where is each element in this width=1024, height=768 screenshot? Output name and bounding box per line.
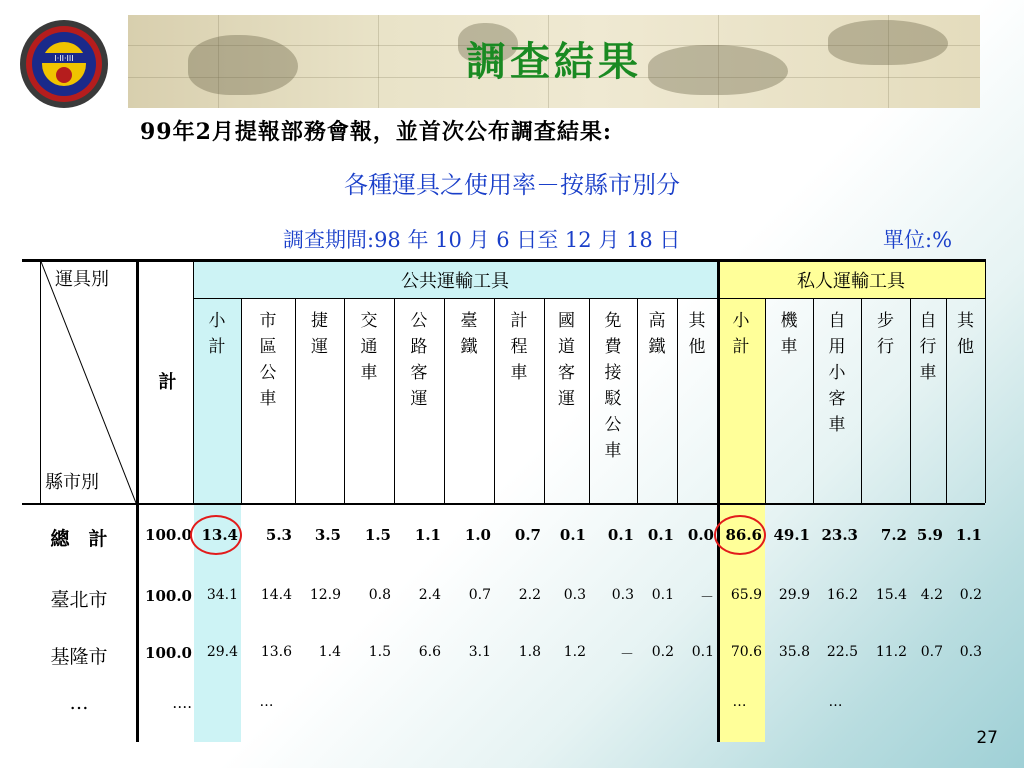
column-header: 小 計: [208, 311, 226, 357]
cell-value: 35.8: [778, 643, 810, 660]
cell-value: 65.9: [730, 586, 762, 603]
cell-value: 0.1: [647, 525, 674, 544]
cell-value: 5.9: [916, 525, 943, 544]
cell-value: 0.1: [651, 586, 674, 603]
cell-value: 0.0: [687, 525, 714, 544]
column-header: 臺 鐵: [460, 311, 478, 357]
cell-value: 1.5: [368, 643, 391, 660]
cell-value: 34.1: [206, 586, 238, 603]
row-label: 基隆市: [50, 645, 108, 668]
column-header: 捷 運: [311, 311, 328, 357]
cell-value: 22.5: [826, 643, 858, 660]
highlight-circle-public: [190, 515, 242, 555]
ministry-emblem-icon: [12, 17, 124, 110]
column-header: 小 計: [732, 311, 750, 357]
column-header: 自 用 小 客 車: [828, 311, 846, 435]
cell-value: 1.1: [955, 525, 982, 544]
row-total: ….: [172, 694, 192, 712]
cell-value: －: [700, 589, 714, 606]
cell-value: 1.5: [364, 525, 391, 544]
cell-value: 0.3: [959, 643, 982, 660]
column-header: 國 道 客 運: [558, 311, 575, 409]
row-total: 100.0: [145, 643, 192, 662]
highlight-circle-private: [714, 515, 766, 555]
cell-value: 1.0: [464, 525, 491, 544]
cell-value: 16.2: [826, 586, 858, 603]
row-total: 100.0: [145, 525, 192, 544]
page-title: 調查結果: [466, 38, 642, 85]
unit-label: 單位:%: [883, 228, 953, 252]
cell-value: 11.2: [875, 643, 907, 660]
cell-value: －: [620, 646, 634, 663]
column-header: 步 行: [877, 311, 894, 357]
corner-label-transport: 運具別: [55, 269, 109, 290]
column-header: 公 路 客 運: [410, 311, 428, 409]
column-header: 高 鐵: [648, 311, 666, 357]
table-top-border: [22, 259, 985, 262]
total-divider: [193, 259, 194, 503]
cell-value: 13.4: [201, 525, 238, 544]
row-label: 臺北市: [50, 588, 108, 611]
cell-value: 2.2: [518, 586, 541, 603]
row-label: 總 計: [50, 527, 108, 550]
public-group-header: 公共運輸工具: [401, 271, 509, 292]
cell-value: 12.9: [309, 586, 341, 603]
column-header: 機 車: [780, 311, 798, 357]
column-header: 自 行 車: [919, 311, 937, 383]
column-header: 市 區 公 車: [259, 311, 277, 409]
cell-value: 0.1: [607, 525, 634, 544]
cell-value: 0.7: [468, 586, 491, 603]
column-header: 其 他: [957, 311, 974, 357]
cell-value: 13.6: [260, 643, 292, 660]
cell-value: 7.2: [880, 525, 907, 544]
column-header: 計 程 車: [510, 311, 528, 383]
corner-label-county: 縣市別: [45, 472, 99, 493]
subtitle: 99年2月提報部務會報，並首次公布調查結果:: [140, 119, 613, 145]
cell-value: 0.2: [959, 586, 982, 603]
cell-value: 4.2: [920, 586, 943, 603]
cell-value: …: [259, 694, 274, 710]
cell-value: 3.1: [468, 643, 491, 660]
cell-value: 0.7: [514, 525, 541, 544]
label-divider: [136, 259, 139, 742]
total-header: 計: [158, 372, 177, 393]
cell-value: 5.3: [265, 525, 292, 544]
cell-value: 0.1: [691, 643, 714, 660]
column-header: 交 通 車: [360, 311, 378, 383]
cell-value: 1.8: [518, 643, 541, 660]
cell-value: 1.4: [318, 643, 341, 660]
cell-value: …: [732, 694, 747, 710]
cell-value: 14.4: [260, 586, 292, 603]
survey-period: 調查期間:98 年 10 月 6 日至 12 月 18 日: [283, 228, 681, 252]
cell-value: 0.7: [920, 643, 943, 660]
cell-value: …: [828, 694, 843, 710]
cell-value: 0.2: [651, 643, 674, 660]
page-number: 27: [976, 728, 998, 748]
cell-value: 1.1: [414, 525, 441, 544]
cell-value: 6.6: [418, 643, 441, 660]
cell-value: 49.1: [773, 525, 810, 544]
cell-value: 0.3: [611, 586, 634, 603]
cell-value: 23.3: [821, 525, 858, 544]
column-header: 其 他: [688, 311, 706, 357]
logo-text: I·II·III: [54, 54, 74, 63]
table-right-border: [985, 259, 986, 503]
table-title: 各種運具之使用率－按縣市別分: [344, 171, 680, 199]
private-group-header: 私人運輸工具: [797, 271, 905, 292]
cell-value: 2.4: [418, 586, 441, 603]
cell-value: 70.6: [730, 643, 762, 660]
cell-value: 29.4: [206, 643, 238, 660]
row-total: 100.0: [145, 586, 192, 605]
cell-value: 0.8: [368, 586, 391, 603]
header-bottom-border: [22, 503, 985, 505]
cell-value: 0.1: [559, 525, 586, 544]
cell-value: 86.6: [725, 525, 762, 544]
corner-diagonal: [40, 259, 136, 503]
cell-value: 15.4: [875, 586, 907, 603]
cell-value: 3.5: [314, 525, 341, 544]
cell-value: 29.9: [778, 586, 810, 603]
cell-value: 0.3: [563, 586, 586, 603]
column-header: 免 費 接 駁 公 車: [604, 311, 622, 461]
row-label: …: [69, 692, 89, 714]
cell-value: 1.2: [563, 643, 586, 660]
